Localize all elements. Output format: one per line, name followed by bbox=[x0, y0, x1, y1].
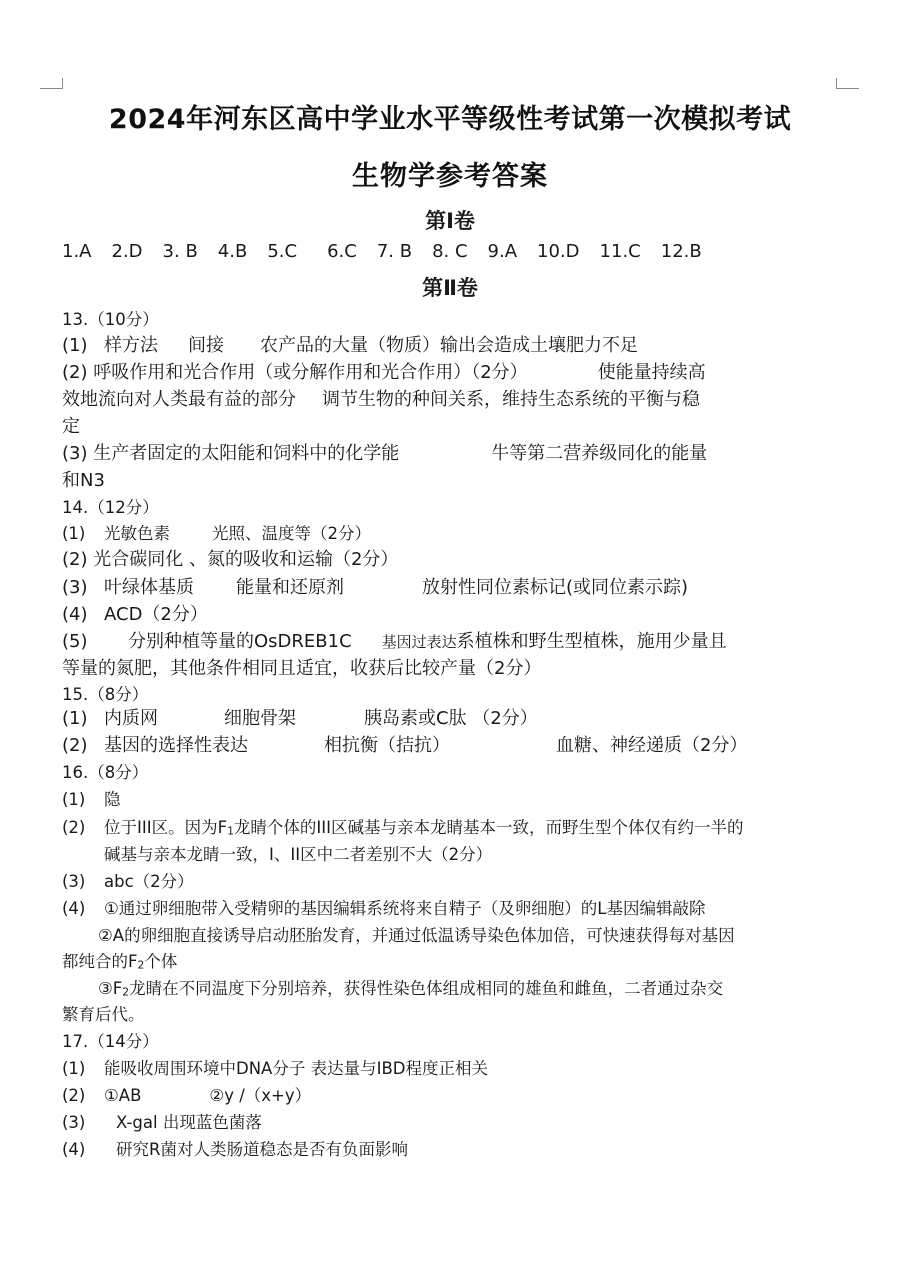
q14-line-4 bbox=[62, 603, 208, 627]
answer-text: 样方法 bbox=[104, 335, 158, 356]
answer-text: 光合碳同化 、氮的吸收和运输（2分） bbox=[93, 549, 399, 570]
answer-text: X-gal 出现蓝色菌落 bbox=[116, 1113, 262, 1132]
answer-text: 农产品的大量（物质）输出会造成土壤肥力不足 bbox=[260, 335, 638, 356]
answer-text: ①通过卵细胞带入受精卵的基因编辑系统将来自精子（及卵细胞）的L基因编辑敲除 bbox=[104, 899, 706, 918]
answer-text: ②y /（x+y） bbox=[209, 1086, 312, 1105]
q16-line-5 bbox=[62, 897, 706, 921]
answer-text: 牛等第二营养级同化的能量 bbox=[491, 443, 708, 464]
answer-7: 7. B bbox=[376, 241, 413, 262]
item-number: (4) bbox=[62, 899, 86, 918]
answer-1: 1.A bbox=[62, 241, 92, 262]
answer-text: ③F bbox=[98, 979, 123, 998]
handwritten-insert: 基因过表达 bbox=[381, 633, 457, 651]
answer-5: 5.C bbox=[267, 241, 298, 262]
document-title: 2024年河东区高中学业水平等级性考试第一次模拟考试 bbox=[108, 104, 792, 135]
answer-text: 相抗衡（拮抗） bbox=[324, 735, 450, 756]
item-number: (5) bbox=[62, 631, 88, 652]
q16-line-1 bbox=[62, 788, 121, 812]
answer-text: ①AB bbox=[104, 1086, 142, 1105]
q16-heading: 16.（8分） bbox=[62, 763, 149, 782]
part1-heading: 第Ⅰ卷 bbox=[425, 209, 475, 233]
item-number: (2) bbox=[62, 818, 86, 837]
answer-text: 能量和还原剂 bbox=[236, 577, 344, 598]
answer-11: 11.C bbox=[599, 241, 641, 262]
q14-line-1 bbox=[62, 522, 371, 546]
q14-line-3 bbox=[62, 576, 688, 600]
answer-text: 胰岛素或C肽 （2分） bbox=[364, 708, 538, 729]
q17-line-3 bbox=[62, 1111, 262, 1135]
q13-line-5 bbox=[62, 442, 707, 466]
answer-text: 位于III区。因为F bbox=[104, 818, 228, 837]
answer-text: ACD（2分） bbox=[104, 604, 208, 625]
answer-text: 个体 bbox=[144, 952, 178, 971]
answer-text: abc（2分） bbox=[104, 872, 194, 891]
q13-line-6: 和N3 bbox=[62, 470, 105, 491]
answer-3: 3. B bbox=[162, 241, 198, 262]
item-number: (2) bbox=[62, 549, 88, 570]
q16-line-7 bbox=[62, 950, 177, 978]
q15-heading: 15.（8分） bbox=[62, 685, 149, 704]
item-number: (1) bbox=[62, 335, 88, 356]
answer-text: 内质网 bbox=[104, 708, 158, 729]
item-number: (3) bbox=[62, 872, 86, 891]
item-number: (2) bbox=[62, 735, 88, 756]
answer-text: 都纯合的F bbox=[62, 952, 138, 971]
crop-mark-right bbox=[836, 78, 859, 89]
q13-line-2 bbox=[62, 361, 706, 385]
document-subtitle: 生物学参考答案 bbox=[352, 161, 548, 192]
item-number: (3) bbox=[62, 1113, 86, 1132]
item-number: (2) bbox=[62, 1086, 86, 1105]
item-number: (2) bbox=[62, 362, 88, 383]
answer-text: 能吸收周围环境中DNA分子 表达量与IBD程度正相关 bbox=[104, 1059, 488, 1078]
q17-line-4 bbox=[62, 1138, 408, 1162]
q14-line-5 bbox=[62, 630, 727, 654]
item-number: (1) bbox=[62, 524, 86, 543]
answer-text: 基因的选择性表达 bbox=[104, 735, 248, 756]
q16-line-9: 繁育后代。 bbox=[62, 1005, 145, 1024]
answer-text: 调节生物的种间关系，维持生态系统的平衡与稳 bbox=[322, 389, 700, 410]
answer-text: 细胞骨架 bbox=[224, 708, 296, 729]
item-number: (1) bbox=[62, 1059, 86, 1078]
answer-text: 使能量持续高 bbox=[597, 362, 706, 383]
answer-8: 8. C bbox=[432, 241, 468, 262]
answer-text: 分别种植等量的OsDREB1C bbox=[128, 631, 352, 652]
answer-text: 放射性同位素标记(或同位素示踪) bbox=[422, 577, 689, 598]
q14-line-2 bbox=[62, 548, 398, 572]
q16-line-3: 碱基与亲本龙睛一致，I、II区中二者差别不大（2分） bbox=[104, 845, 493, 864]
q15-line-2 bbox=[62, 734, 747, 758]
answer-text: 呼吸作用和光合作用（或分解作用和光合作用）（2分） bbox=[93, 362, 528, 383]
answer-text: 效地流向对人类最有益的部分 bbox=[62, 389, 296, 410]
q16-line-6: ②A的卵细胞直接诱导启动胚胎发育，并通过低温诱导染色体加倍，可快速获得每对基因 bbox=[98, 926, 735, 945]
q13-line-1 bbox=[62, 334, 638, 358]
q14-line-6: 等量的氮肥，其他条件相同且适宜，收获后比较产量（2分） bbox=[62, 658, 542, 679]
answer-2: 2.D bbox=[111, 241, 143, 262]
answer-text: 光照、温度等（2分） bbox=[212, 524, 371, 543]
answer-text: 龙睛个体的III区碱基与亲本龙睛基本一致，而野生型个体仅有约一半的 bbox=[233, 818, 744, 837]
subscript: 2 bbox=[137, 958, 145, 972]
q15-line-1 bbox=[62, 707, 538, 731]
crop-mark-left bbox=[40, 78, 63, 89]
q16-line-4 bbox=[62, 870, 194, 894]
answer-text: 间接 bbox=[188, 335, 224, 356]
item-number: (1) bbox=[62, 708, 88, 729]
answer-text: 研究R菌对人类肠道稳态是否有负面影响 bbox=[116, 1140, 408, 1159]
q16-line-2 bbox=[62, 816, 744, 844]
item-number: (3) bbox=[62, 443, 88, 464]
answer-6: 6.C bbox=[327, 241, 357, 262]
answer-text: 龙睛在不同温度下分别培养，获得性染色体组成相同的雄鱼和雌鱼，二者通过杂交 bbox=[129, 979, 724, 998]
item-number: (3) bbox=[62, 577, 88, 598]
part2-heading: 第Ⅱ卷 bbox=[422, 276, 478, 300]
choice-answers bbox=[62, 240, 722, 264]
item-number: (4) bbox=[62, 604, 88, 625]
answer-text: 系植株和野生型植株，施用少量且 bbox=[456, 631, 727, 652]
answer-text: 光敏色素 bbox=[104, 524, 170, 543]
q13-line-4: 定 bbox=[62, 416, 80, 437]
q14-heading: 14.（12分） bbox=[62, 498, 159, 517]
item-number: (1) bbox=[62, 790, 86, 809]
item-number: (4) bbox=[62, 1140, 86, 1159]
subscript: 1 bbox=[227, 824, 234, 838]
answer-text: 隐 bbox=[104, 790, 121, 809]
answer-text: 血糖、神经递质（2分） bbox=[556, 735, 748, 756]
q17-line-2 bbox=[62, 1084, 311, 1108]
subscript: 2 bbox=[122, 985, 130, 999]
q17-line-1 bbox=[62, 1057, 488, 1081]
answer-9: 9.A bbox=[487, 241, 518, 262]
answer-text: 生产者固定的太阳能和饲料中的化学能 bbox=[93, 443, 400, 464]
q16-line-8 bbox=[98, 977, 723, 1005]
answer-10: 10.D bbox=[537, 241, 580, 262]
q17-heading: 17.（14分） bbox=[62, 1032, 159, 1051]
q13-line-3 bbox=[62, 388, 700, 412]
q13-heading: 13.（10分） bbox=[62, 310, 159, 329]
answer-text: 叶绿体基质 bbox=[104, 577, 194, 598]
answer-12: 12.B bbox=[660, 241, 702, 262]
answer-4: 4.B bbox=[217, 241, 248, 262]
